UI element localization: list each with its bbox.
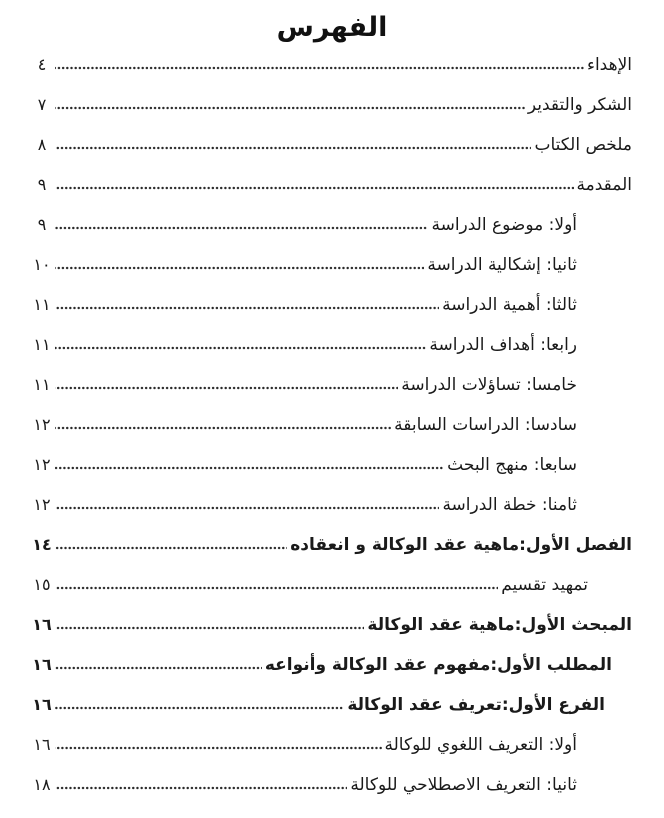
dot-leader [55,106,525,110]
toc-row [32,417,632,457]
toc-entry-page-number: ١٦ [32,615,52,634]
toc-row [32,97,632,137]
toc-entry-label: أولا: موضوع الدراسة [431,215,577,235]
toc-entry-page-number: ١٦ [32,655,52,674]
dot-leader [55,426,391,430]
dot-leader [55,626,364,630]
toc-row [32,177,632,217]
dot-leader [55,346,426,350]
toc-row [32,537,632,577]
toc-entry-label: الإهداء [586,55,632,75]
toc-entry-label: سابعا: منهج البحث [447,455,577,475]
toc-row [32,217,632,257]
toc-entry-label: ملخص الكتاب [534,135,632,155]
toc-entry-label: تمهيد تقسيم [501,575,588,595]
toc-entry-page-number: ١٨ [33,775,51,794]
toc-row [32,617,632,657]
dot-leader [55,586,498,590]
toc-entry-label: ثانيا: التعريف الاصطلاحي للوكالة [350,775,577,795]
toc-row [32,257,632,297]
toc-entry-page-number: ١٢ [33,415,51,434]
toc-entry-label: الشكر والتقدير [527,95,632,115]
toc-entry-page-number: ٩ [37,175,47,194]
dot-leader [55,66,584,70]
toc-row [32,497,632,537]
toc-entry-page-number: ٩ [37,215,47,234]
dot-leader [55,146,531,150]
toc-row [32,137,632,177]
toc-entry-label: ثانيا: إشكالية الدراسة [427,255,577,275]
toc-entry-label: خامسا: تساؤلات الدراسة [401,375,577,395]
dot-leader [55,466,444,470]
toc-entry-page-number: ١٢ [33,455,51,474]
toc-row [32,737,632,777]
toc-entry-label: المبحث الأول:ماهية عقد الوكالة [367,615,632,635]
toc-row [32,457,632,497]
toc-entry-page-number: ٨ [37,135,47,154]
dot-leader [55,226,428,230]
toc-list [0,57,664,817]
toc-row [32,337,632,377]
dot-leader [55,546,287,550]
toc-entry-label: الفصل الأول:ماهية عقد الوكالة و انعقاده [290,535,632,555]
toc-row [32,57,632,97]
toc-entry-page-number: ١٦ [32,695,52,714]
toc-entry-label: الفرع الأول:تعريف عقد الوكالة [347,695,605,715]
toc-row [32,777,632,817]
dot-leader [55,186,574,190]
toc-row [32,297,632,337]
toc-entry-label: سادسا: الدراسات السابقة [394,415,577,435]
dot-leader [55,666,262,670]
dot-leader [55,386,398,390]
toc-entry-page-number: ١٢ [33,495,51,514]
page-title: الفهرس [276,12,388,43]
toc-row [32,377,632,417]
dot-leader [55,506,439,510]
toc-entry-label: ثامنا: خطة الدراسة [442,495,577,515]
dot-leader [55,266,424,270]
toc-row [32,657,632,697]
toc-row [32,577,632,617]
toc-row [32,697,632,737]
toc-entry-page-number: ١١ [33,375,51,394]
toc-entry-page-number: ١٥ [33,575,51,594]
dot-leader [55,746,382,750]
toc-entry-page-number: ١١ [33,295,51,314]
toc-entry-label: رابعا: أهداف الدراسة [429,335,577,355]
toc-entry-label: المقدمة [576,175,632,195]
toc-entry-label: ثالثا: أهمية الدراسة [442,295,577,315]
toc-entry-page-number: ١٦ [33,735,51,754]
toc-entry-page-number: ١٤ [32,535,52,554]
dot-leader [55,306,439,310]
dot-leader [55,786,347,790]
toc-entry-page-number: ٧ [37,95,47,114]
toc-entry-page-number: ١٠ [33,255,51,274]
toc-entry-page-number: ٤ [37,55,47,74]
toc-entry-label: أولا: التعريف اللغوي للوكالة [384,735,577,755]
dot-leader [55,706,344,710]
toc-entry-page-number: ١١ [33,335,51,354]
toc-entry-label: المطلب الأول:مفهوم عقد الوكالة وأنواعه [264,655,612,675]
